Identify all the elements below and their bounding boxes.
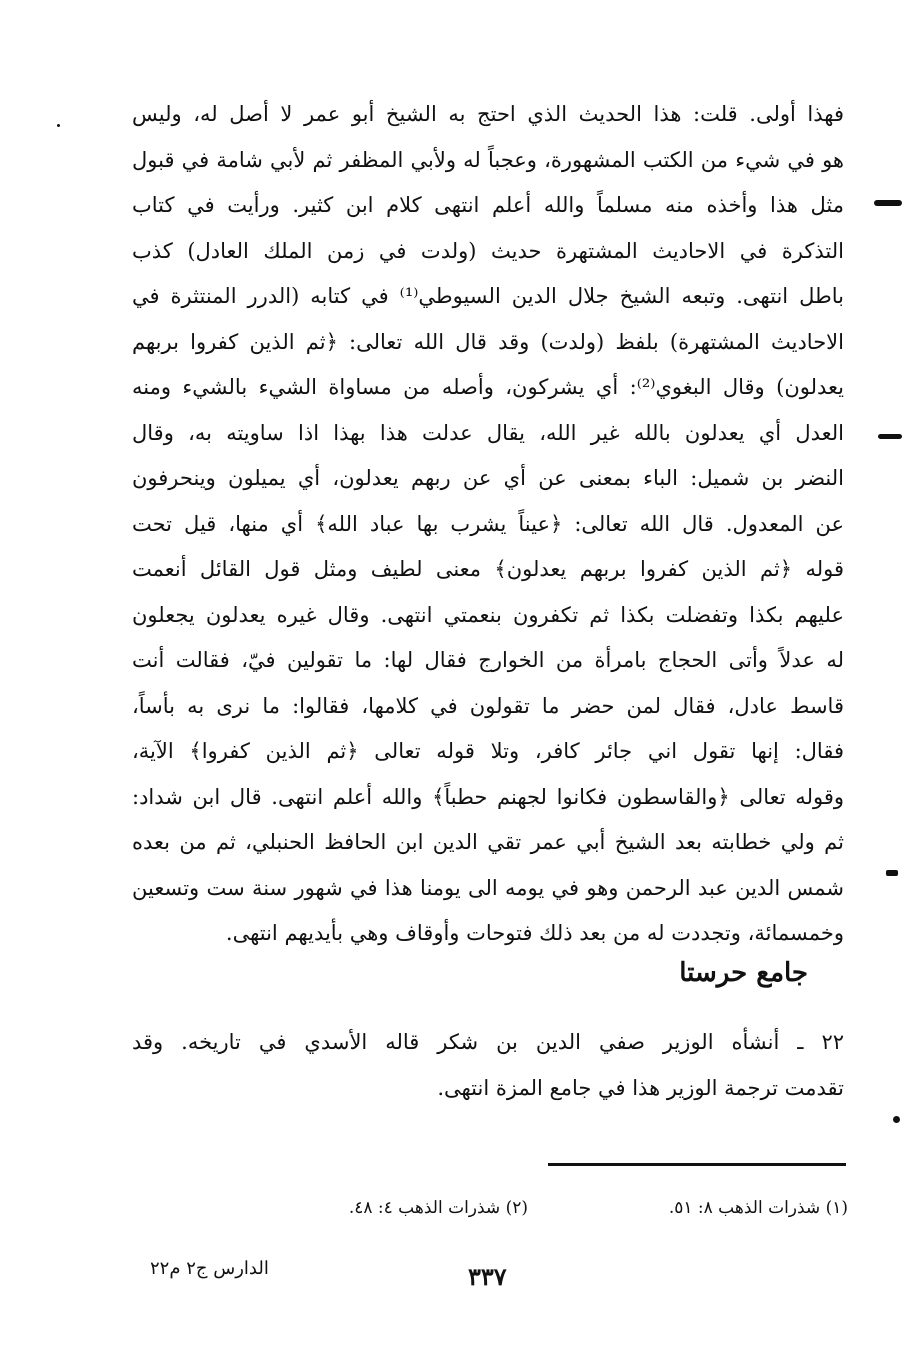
scan-margin-mark [893,1116,900,1123]
scan-margin-mark [878,434,902,439]
text-line: ثم ولي خطابته بعد الشيخ أبي عمر تقي الدين ابن الحافظ الحنبلي، ثم من بعده [132,830,844,854]
text-line: التذكرة في الاحاديث المشتهرة حديث (ولدت في زمن الملك العادل) كذب [132,238,844,263]
text-line: مثل هذا وأخذه منه مسلماً والله أعلم انتهى كلام ابن كثير. ورأيت في كتاب [132,193,844,217]
text-line: النضر بن شميل: الباء بمعنى عن أي عن ربهم يعدلون، أي يميلون وينحرفون [132,466,844,490]
text-line: يعدلون) وقال البغوي⁽²⁾: أي يشركون، وأصله من مساواة الشيء بالشيء ومنه [132,375,844,399]
footnotes [258,1198,848,1228]
text-line: قوله ﴿ثم الذين كفروا بربهم يعدلون﴾ معنى لطيف ومثل قول القائل أنعمت [132,557,844,581]
scan-margin-mark [874,200,902,206]
volume-signature: الدارس ج٢ م٢٢ [150,1258,269,1279]
text-line: هو في شيء من الكتب المشهورة، وعجباً له ولأبي المظفر ثم لأبي شامة في قبول [132,147,844,172]
main-text-block [132,92,844,957]
text-line: عليهم بكذا وتفضلت بكذا ثم تكفرون بنعمتي انتهى. وقال غيره يعدلون يجعلون [132,602,844,627]
text-line: تقدمت ترجمة الوزير هذا في جامع المزة انتهى. [437,1075,844,1100]
text-line: الاحاديث المشتهرة) بلفظ (ولدت) وقد قال الله تعالى: ﴿ثم الذين كفروا بربهم [132,329,844,354]
scan-margin-mark [886,870,898,876]
text-line: قاسط عادل، فقال لمن حضر ما تقولون في كلامها، فقالوا: ما نرى به بأساً، [132,693,844,718]
footnote-2: (٢) شذرات الذهب ٤: ٤٨. [348,1198,528,1218]
footnote-1: (١) شذرات الذهب ٨: ٥١. [668,1198,848,1218]
section-heading: جامع حرستا [679,958,808,988]
footnote-divider [548,1163,846,1166]
text-line: وقوله تعالى ﴿والقاسطون فكانوا لجهنم حطباً﴾ والله أعلم انتهى. قال ابن شداد: [132,784,844,809]
text-line: فقال: إنها تقول اني جائر كافر، وتلا قوله تعالى ﴿ثم الذين كفروا﴾ الآية، [132,739,844,763]
page-number: ٣٣٧ [468,1262,507,1291]
text-line: العدل أي يعدلون بالله غير الله، يقال عدلت هذا بهذا اذا ساويته به، وقال [132,420,844,445]
text-line: وخمسمائة، وتجددت له من بعد ذلك فتوحات وأوقاف وهي بأيديهم انتهى. [225,921,844,945]
text-line: باطل انتهى. وتبعه الشيخ جلال الدين السيوطي⁽¹⁾ في كتابه (الدرر المنتثرة في [132,284,844,308]
text-line: ٢٢ ـ أنشأه الوزير صفي الدين بن شكر قاله الأسدي في تاريخه. وقد [132,1030,844,1054]
entry-paragraph [132,1020,844,1111]
text-line: له عدلاً وأتى الحجاج بامرأة من الخوارج فقال لها: ما تقولين فيّ، فقالت أنت [132,648,844,672]
text-line: فهذا أولى. قلت: هذا الحديث الذي احتج به الشيخ أبو عمر لا أصل له، وليس [132,102,844,126]
scan-speck [57,124,60,127]
text-line: شمس الدين عبد الرحمن وهو في يومه الى يومنا هذا في شهور سنة ست وتسعين [132,875,844,900]
text-line: عن المعدول. قال الله تعالى: ﴿عيناً يشرب بها عباد الله﴾ أي منها، قيل تحت [132,511,844,536]
